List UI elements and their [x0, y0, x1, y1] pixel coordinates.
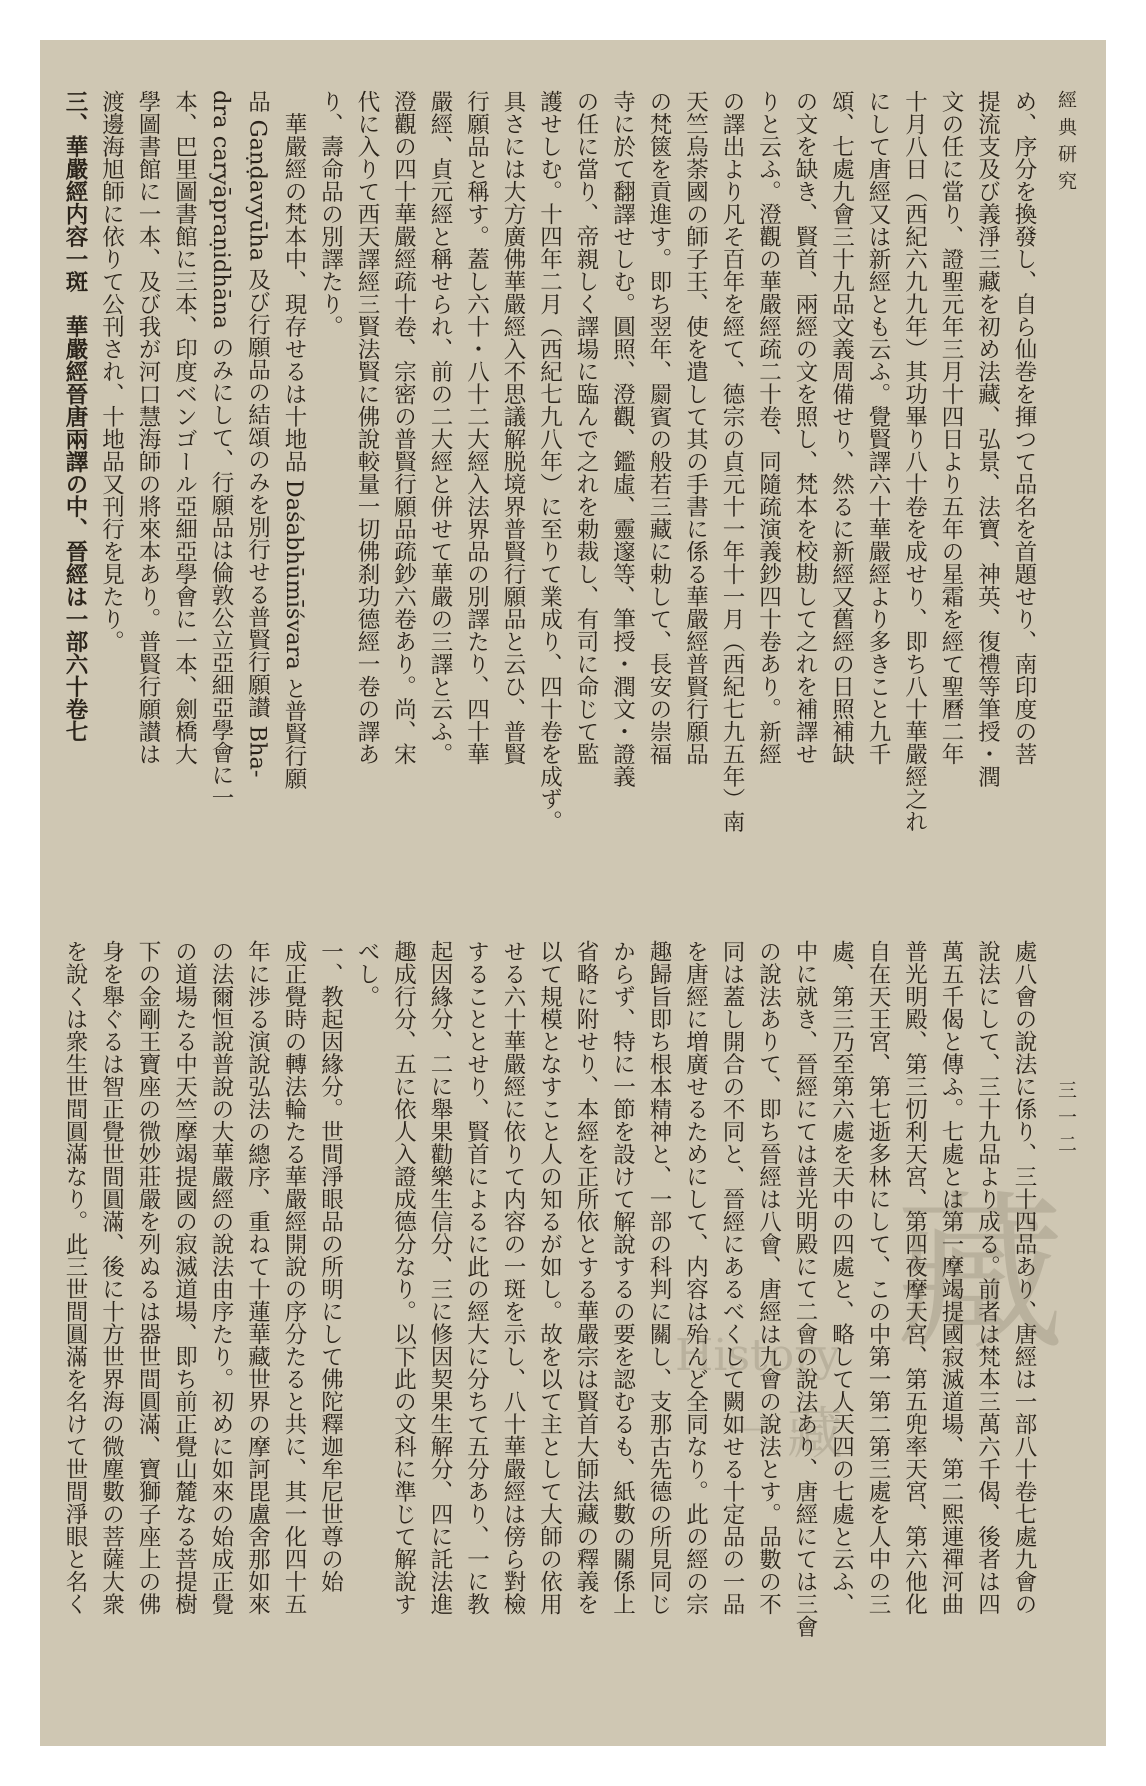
running-title: 經典研究: [1055, 90, 1077, 198]
library-watermark: [665, 1176, 1085, 1490]
page-number: 三一二: [1055, 1080, 1077, 1161]
text-line: 學圖書館に一本、及び我が河口慧海師の將來本あり。普賢行願讃は: [135, 90, 161, 765]
text-line: を說くは衆生世間圓滿なり。此三世間圓滿を名けて世間淨眼と名く: [62, 940, 88, 1615]
text-line: 以て規模となすこと人の知るが如し。故を以て主として大師の依用: [536, 940, 563, 1615]
scanned-page: [40, 40, 1106, 1746]
text-line: 寺に於て翻譯せしむ。圓照、澄觀、鑑虛、靈邃等、筆授・潤文・證義: [609, 90, 636, 788]
text-line: dra caryāpraṇidhāna のみにして、行願品は倫敦公立亞細亞學會に一: [208, 90, 234, 809]
text-line: にして唐經又は新經とも云ふ。覺賢譯六十華嚴經より多きこと九千: [865, 90, 891, 765]
text-line: することとせり、賢首によるに此の經大に分ちて五分あり、一に教: [463, 940, 490, 1615]
text-line: 說法にして、三十九品より成る。前者は梵本三萬六千偈、後者は四: [974, 940, 1001, 1615]
text-line: 具さには大方廣佛華嚴經入不思議解脱境界普賢行願品と云ひ、普賢: [500, 90, 526, 765]
text-line: 行願品と稱す。蓋し六十・八十二大經入法界品の別譯たり、四十華: [463, 90, 490, 765]
text-line: 普光明殿、第三忉利天宮、第四夜摩天宮、第五兜率天宮、第六他化: [901, 940, 928, 1615]
text-line: べし。: [354, 940, 380, 1008]
text-line: の法爾恒說普說の大華嚴經の說法由序たり。初めに如來の始成正覺: [208, 940, 234, 1615]
text-line: 趣成行分、五に依人入證成德分なり。以下此の文科に準じて解說す: [390, 940, 417, 1615]
text-line: 護せしむ。十四年二月（西紀七九八年）に至りて業成り、四十卷を成ず。: [536, 90, 563, 833]
text-line: 萬五千偈と傳ふ。七處とは第一摩竭提國寂滅道場、第二熙連禪河曲: [938, 940, 964, 1615]
text-line: 頌、七處九會三十九品文義周備せり、然るに新經又舊經の日照補缺: [828, 90, 855, 765]
text-line: を唐經に増廣せるためにして、内容は殆んど全同なり。此の經の宗: [682, 940, 709, 1615]
text-line: 天竺烏荼國の師子王、使を遣して其の手書に係る華嚴經普賢行願品: [682, 90, 709, 765]
text-line: 起因緣分、二に舉果勸樂生信分、三に修因契果生解分、四に託法進: [427, 940, 453, 1615]
text-line: の說法ありて、即ち晉經は八會、唐經は九會の說法とす。品數の不: [755, 940, 782, 1615]
watermark-glyph: 藏: [895, 1176, 1066, 1374]
text-line: の道場たる中天竺摩竭提國の寂滅道場、即ち前正覺山麓なる菩提樹: [171, 940, 198, 1615]
text-line: りと云ふ。澄觀の華嚴經疏二十卷、同隨疏演義鈔四十卷あり。新經: [755, 90, 782, 765]
text-line: の任に當り、帝親しく譯場に臨んで之れを勅裁し、有司に命じて監: [573, 90, 599, 765]
text-line: 自在天王宮、第七逝多林にして、この中第一第二第三處を人中の三: [865, 940, 891, 1615]
text-line: 澄觀の四十華嚴經疏十卷、宗密の普賢行願品疏鈔六卷あり。尚、宋: [390, 90, 417, 765]
text-line: 嚴經、貞元經と稱せられ、前の二大經と併せて華嚴の三譯と云ふ。: [427, 90, 453, 765]
text-line: 渡邊海旭師に依りて公刊され、十地品又刊行を見たり。: [98, 90, 125, 653]
text-line: 本、巴里圖書館に三本、印度ベンゴール亞細亞學會に一本、劍橋大: [171, 90, 198, 765]
text-line: 代に入りて西天譯經三賢法賢に佛說較量一切佛刹功德經一卷の譯あ: [354, 90, 380, 765]
text-line: 身を舉ぐるは智正覺世間圓滿、後に十方世界海の微塵數の菩薩大衆: [98, 940, 125, 1615]
text-line: 十月八日（西紀六九九年）其功畢り八十卷を成せり、即ち八十華嚴經之れ: [901, 90, 928, 833]
watermark-latin-text: History: [675, 1330, 841, 1381]
text-line: 趣歸旨即ち根本精神と、一部の科判に關し、支那古先德の所見同じ: [646, 940, 672, 1615]
text-line: 一、教起因緣分。世間淨眼品の所明にして佛陀釋迦牟尼世尊の始: [317, 940, 344, 1593]
text-line: 年に渉る演說弘法の總序、重ねて十蓮華藏世界の摩訶毘盧舍那如來: [244, 940, 271, 1615]
text-line: 處、第三乃至第六處を天中の四處と、略して人天四の七處と云ふ、: [828, 940, 855, 1615]
text-line: 同は蓋し開合の不同と、晉經にあるべくして闕如せる十定品の一品: [719, 940, 745, 1615]
watermark-cjk-text: 一藏: [725, 1402, 849, 1467]
text-line: り、壽命品の別譯たり。: [317, 90, 344, 338]
text-line: め、序分を換發し、自ら仙巻を揮つて品名を首題せり、南印度の菩: [1011, 90, 1037, 765]
text-line: の文を缺き、賢首、兩經の文を照し、梵本を校勘して之れを補譯せ: [792, 90, 818, 765]
text-line: の譯出より凡そ百年を經て、德宗の貞元十一年十一月（西紀七九五年）南: [719, 90, 745, 833]
text-line: 成正覺時の轉法輪たる華嚴經開說の序分たると共に、其一化四十五: [281, 940, 307, 1615]
upper-text-block: [62, 90, 1042, 910]
text-line: 下の金剛王寶座の微妙莊嚴を列ぬるは器世間圓滿、寶獅子座上の佛: [135, 940, 161, 1615]
text-line: 處八會の說法に係り、三十四品あり、唐經は一部八十卷七處九會の: [1011, 940, 1037, 1615]
text-line: 提流支及び義淨三藏を初め法藏、弘景、法寶、神英、復禮等筆授・潤: [974, 90, 1001, 788]
text-line: 華嚴經の梵本中、現存せるは十地品 Daśabhūmīśvara と普賢行願: [281, 90, 307, 790]
text-line: 文の任に當り、證聖元年三月十四日より五年の星霜を經て聖曆二年: [938, 90, 964, 765]
text-line: 中に就き、晉經にては普光明殿にて二會の說法あり、唐經にては三會: [792, 940, 818, 1638]
text-line: せる六十華嚴經に依りて内容の一斑を示し、八十華嚴經は傍ら對檢: [500, 940, 526, 1615]
text-line: 品 Gaṇḍavyūha 及び行願品の結頌のみを別行せる普賢行願讃 Bha-: [244, 90, 271, 778]
text-line: の梵篋を貢進す。即ち翌年、罽賓の般若三藏に勅して、長安の崇福: [646, 90, 672, 765]
text-line: からず、特に一節を設けて解說するの要を認むるも、紙數の關係上: [609, 940, 636, 1615]
section-heading-line: 三、華嚴經内容一斑 華嚴經晉唐兩譯の中、晉經は一部六十卷七: [62, 90, 88, 743]
text-line: 省略に附せり、本經を正所依とする華嚴宗は賢首大師法藏の釋義を: [573, 940, 599, 1615]
